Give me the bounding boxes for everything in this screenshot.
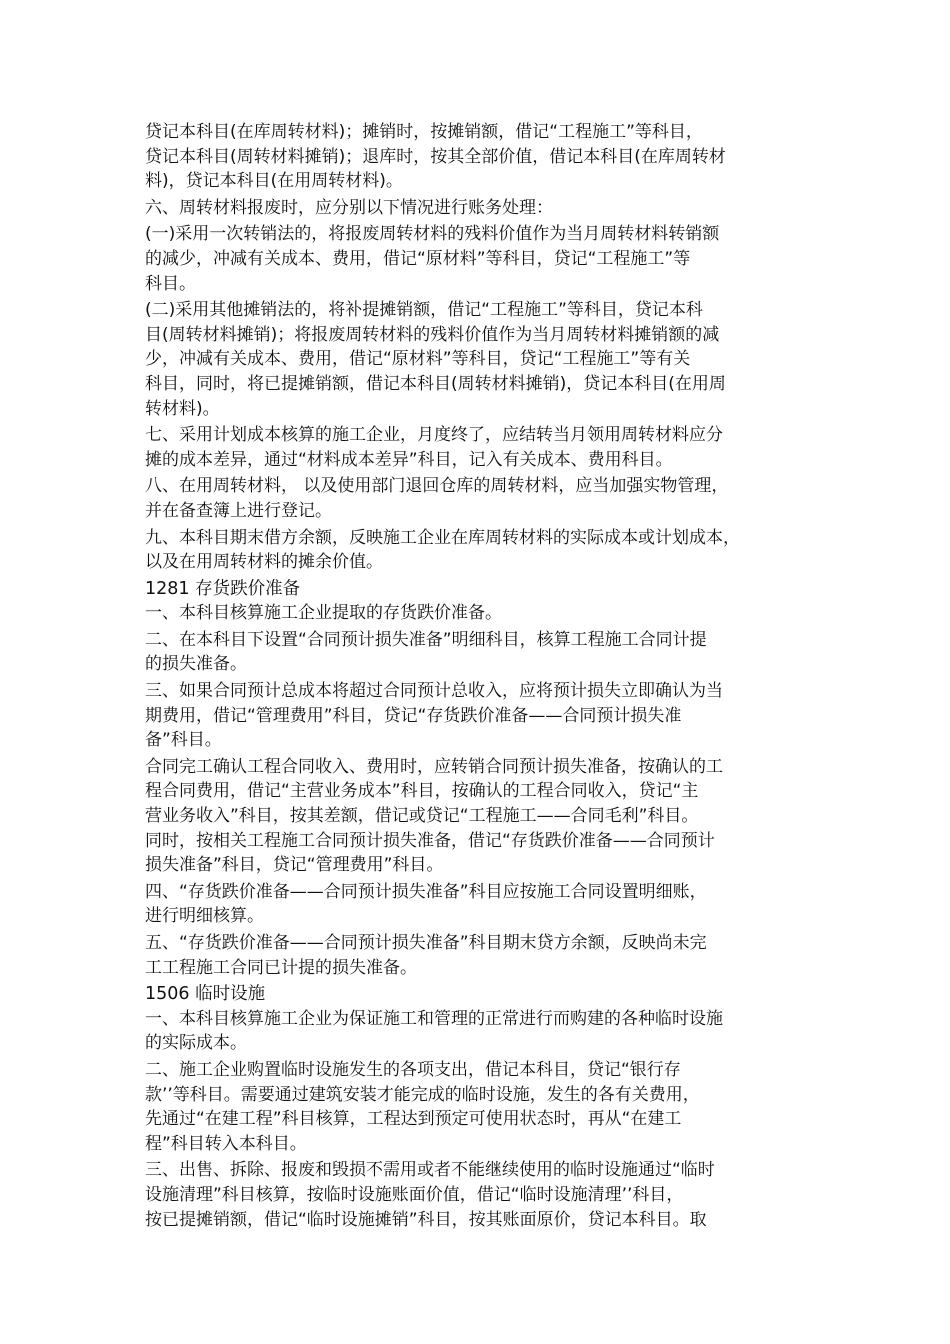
text-line: 先通过“在建工程”科目核算，工程达到预定可使用状态时，再从“在建工 (145, 1109, 682, 1130)
text-line: 的实际成本。 (145, 1033, 247, 1054)
text-line: 程合同费用，借记“主营业务成本”科目，按确认的工程合同收入，贷记“主 (145, 781, 699, 802)
text-line: 八、在用周转材料， 以及使用部门退回仓库的周转材料，应当加强实物管理， (145, 476, 729, 497)
text-line: 期费用，借记“管理费用”科目，贷记“存货跌价准备——合同预计损失准 (145, 705, 682, 726)
text-line: 四、“存货跌价准备——合同预计损失准备”科目应按施工合同设置明细账， (145, 881, 707, 902)
text-line: 备”科目。 (145, 730, 222, 751)
document-body (145, 120, 825, 1232)
text-line: 以及在用周转材料的摊余价值。 (145, 552, 383, 573)
text-line: 转材料)。 (145, 398, 220, 419)
text-line: 款’’等科目。需要通过建筑安装才能完成的临时设施，发生的各有关费用， (145, 1084, 700, 1105)
text-line: (二)采用其他摊销法的，将补提摊销额，借记“工程施工”等科目，贷记本科 (145, 300, 703, 321)
text-line: 科目。 (145, 273, 196, 294)
text-line: 同时，按相关工程施工合同预计损失准备，借记“存货跌价准备——合同预计 (145, 830, 715, 851)
text-line: 营业务收入”科目，按其差额，借记或贷记“工程施工——合同毛利”科目。 (145, 806, 699, 827)
text-line: 进行明细核算。 (145, 906, 264, 927)
text-line: 贷记本科目(在库周转材料)；摊销时，按摊销额，借记“工程施工”等科目， (145, 122, 703, 142)
section-heading: 1506 临时设施 (145, 984, 266, 1005)
text-line: (一)采用一次转销法的，将报废周转材料的残料价值作为当月周转材料转销额 (145, 224, 720, 245)
text-line: 二、在本科目下设置“合同预计损失准备”明细科目，核算工程施工合同计提 (145, 629, 707, 650)
text-line: 摊的成本差异，通过“材料成本差异”科目，记入有关成本、费用科目。 (145, 449, 673, 470)
text-line: 并在备查簿上进行登记。 (145, 500, 332, 521)
text-line: 三、如果合同预计总成本将超过合同预计总收入，应将预计损失立即确认为当 (145, 681, 723, 702)
text-line: 一、本科目核算施工企业为保证施工和管理的正常进行而购建的各种临时设施 (145, 1008, 723, 1029)
text-line: 三、出售、拆除、报废和毁损不需用或者不能继续使用的临时设施通过“临时 (145, 1160, 715, 1181)
text-line: 一、本科目核算施工企业提取的存货跌价准备。 (145, 603, 502, 624)
text-line: 七、采用计划成本核算的施工企业，月度终了，应结转当月领用周转材料应分 (145, 425, 723, 446)
text-line: 设施清理”科目核算，按临时设施账面价值，借记“临时设施清理’’科目， (145, 1184, 684, 1205)
text-line: 的损失准备。 (145, 654, 247, 675)
text-line: 九、本科目期末借方余额，反映施工企业在库周转材料的实际成本或计划成本， (145, 527, 740, 548)
text-line: 二、施工企业购置临时设施发生的各项支出，借记本科目，贷记“银行存 (145, 1059, 681, 1080)
text-line: 料)，贷记本科目(在用周转材料)。 (145, 171, 403, 192)
text-line: 五、“存货跌价准备——合同预计损失准备”科目期末贷方余额，反映尚未完 (145, 933, 707, 953)
section-heading: 1281 存货跌价准备 (145, 578, 301, 599)
text-line: 合同完工确认工程合同收入、费用时，应转销合同预计损失准备，按确认的工 (145, 756, 723, 777)
text-line: 程”科目转入本科目。 (145, 1133, 307, 1154)
text-line: 六、周转材料报废时，应分别以下情况进行账务处理： (145, 197, 553, 218)
text-line: 科目，同时，将已提摊销额，借记本科目(周转材料摊销)，贷记本科目(在用周 (145, 373, 726, 394)
text-line: 按已提摊销额，借记“临时设施摊销”科目，按其账面原价，贷记本科目。取 (145, 1209, 707, 1230)
text-line: 损失准备”科目，贷记“管理费用”科目。 (145, 855, 444, 876)
text-line: 的减少，冲减有关成本、费用，借记“原材料”等科目，贷记“工程施工”等 (145, 248, 691, 269)
text-line: 目(周转材料摊销)；将报废周转材料的残料价值作为当月周转材料摊销额的减 (145, 324, 720, 345)
text-line: 贷记本科目(周转材料摊销)；退库时，按其全部价值，借记本科目(在库周转材 (145, 146, 726, 167)
text-line: 工工程施工合同已计提的损失准备。 (145, 957, 417, 978)
text-line: 少，冲减有关成本、费用，借记“原材料”等科目，贷记“工程施工”等有关 (145, 349, 691, 370)
